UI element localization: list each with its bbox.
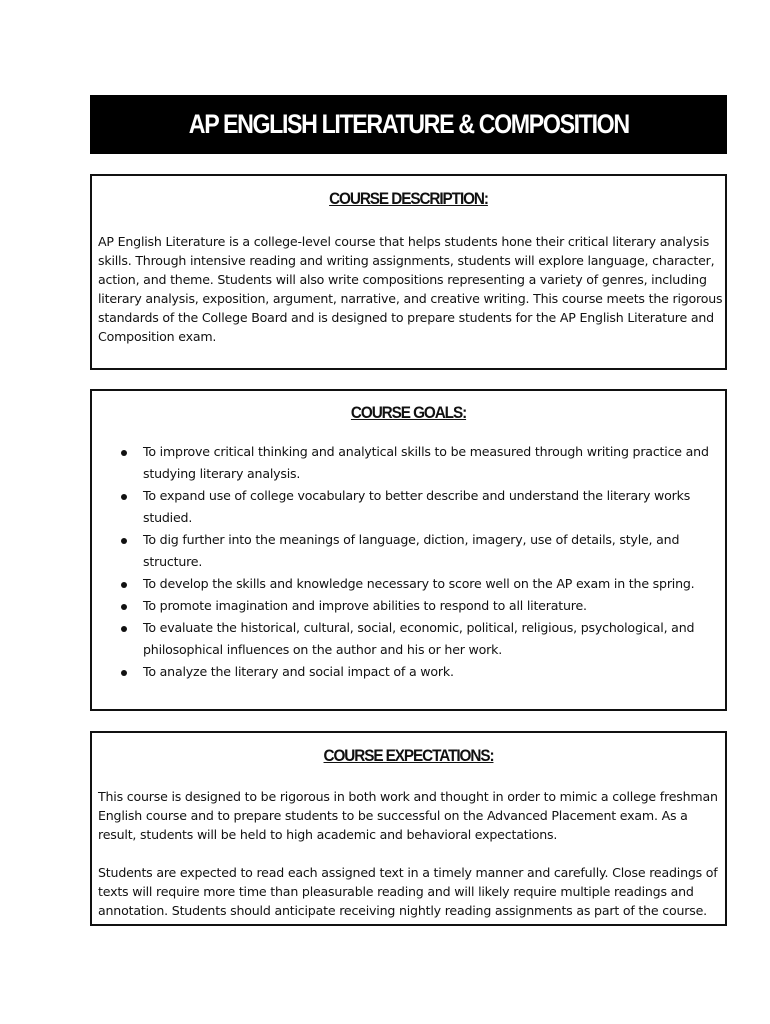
goal-item (92, 595, 725, 617)
goal-item (92, 441, 725, 485)
goal-text: To evaluate the historical, cultural, social, economic, political, religious, psychological, and philosophical influences on the author and his or her work. (143, 620, 695, 657)
bullet-icon (121, 538, 127, 544)
goal-text: To analyze the literary and social impact of a work. (143, 664, 454, 679)
course-expectations-section (90, 731, 727, 926)
expectations-paragraph-2: Students are expected to read each assigned text in a timely manner and carefully. Close readings of texts will require more time than pleasurable reading and will likely require multiple readings and annotation. Students should anticipate receiving nightly reading assignments as part of the course. (98, 865, 718, 918)
bullet-icon (121, 450, 127, 456)
goal-text: To dig further into the meanings of language, diction, imagery, use of details, style, and structure. (143, 532, 680, 569)
goal-text: To expand use of college vocabulary to better describe and understand the literary works studied. (143, 488, 691, 525)
goal-text: To develop the skills and knowledge necessary to score well on the AP exam in the spring. (143, 576, 695, 591)
course-description-text: AP English Literature is a college-level course that helps students hone their critical literary analysis skills. Through intensive reading and writing assignments, students will explore language, character, action, and theme. Students will also write compositions representing a variety of genres, including literary analysis, exposition, argument, narrative, and creative writing. This course meets the rigorous standards of the College Board and is designed to prepare students for the AP English Literature and Composition exam. (98, 234, 723, 344)
goal-text: To improve critical thinking and analytical skills to be measured through writing practice and studying literary analysis. (143, 444, 709, 481)
goal-item (92, 529, 725, 573)
document-title: AP ENGLISH LITERATURE & COMPOSITION (188, 109, 629, 139)
bullet-icon (121, 494, 127, 500)
goal-item (92, 617, 725, 661)
title-banner (90, 95, 727, 154)
bullet-icon (121, 582, 127, 588)
expectations-paragraph-1: This course is designed to be rigorous in both work and thought in order to mimic a college freshman English course and to prepare students to be successful on the Advanced Placement exam. As a result, students will be held to high academic and behavioral expectations. (98, 789, 718, 842)
course-expectations-heading: COURSE EXPECTATIONS: (323, 746, 494, 765)
bullet-icon (121, 604, 127, 610)
course-goals-heading: COURSE GOALS: (350, 403, 467, 422)
goal-text: To promote imagination and improve abilities to respond to all literature. (143, 598, 587, 613)
course-description-section (90, 174, 727, 370)
goal-item (92, 573, 725, 595)
course-goals-list (92, 441, 725, 683)
course-goals-section (90, 389, 727, 711)
goal-item (92, 661, 725, 683)
bullet-icon (121, 670, 127, 676)
bullet-icon (121, 626, 127, 632)
course-description-heading: COURSE DESCRIPTION: (329, 189, 488, 208)
goal-item (92, 485, 725, 529)
